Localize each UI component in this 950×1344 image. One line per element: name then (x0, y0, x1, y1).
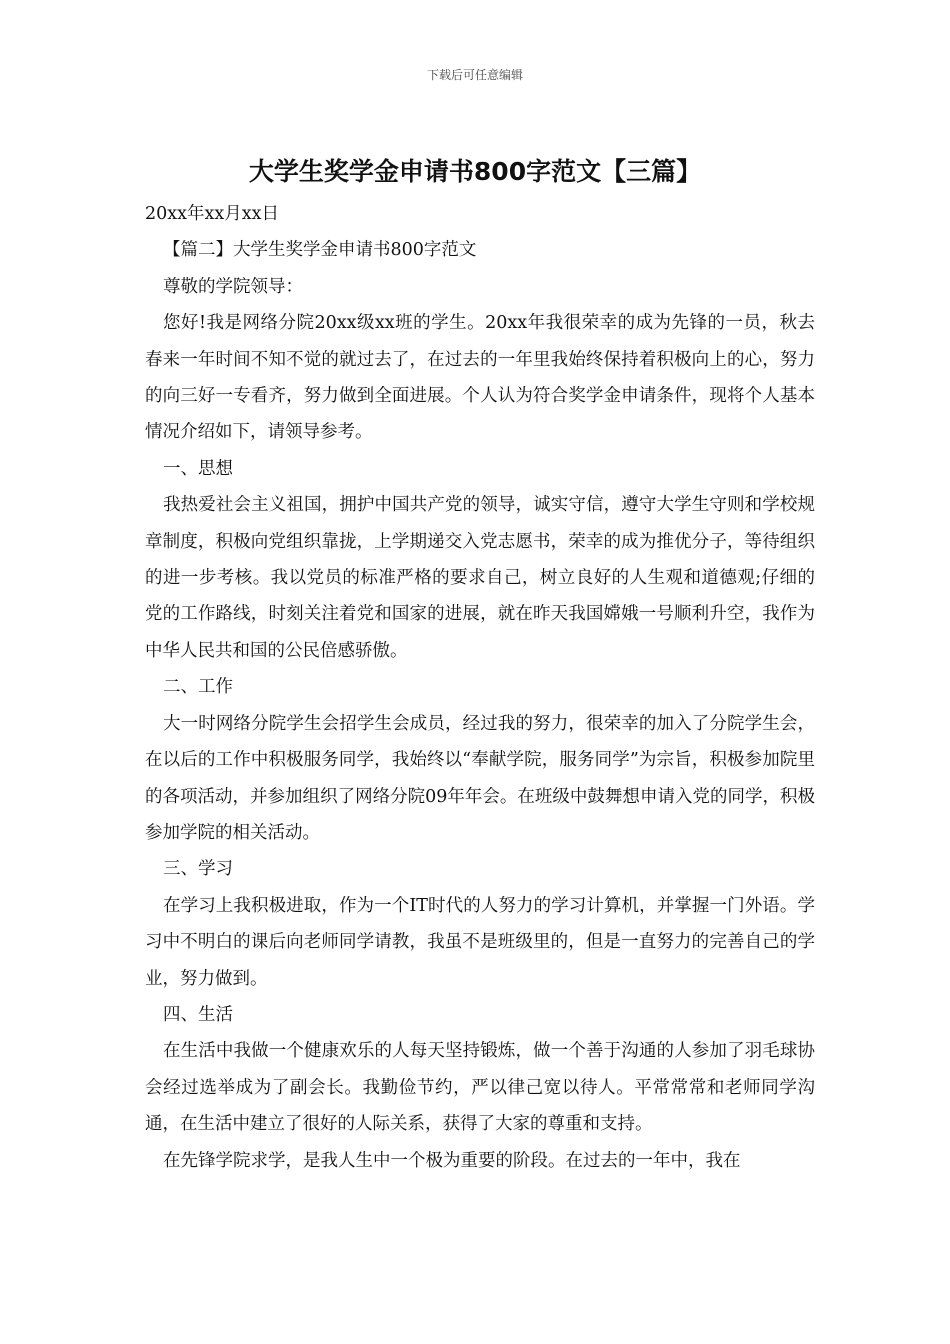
closing-paragraph-fragment: 在先锋学院求学，是我人生中一个极为重要的阶段。在过去的一年中，我在 (163, 1150, 741, 1171)
section-subtitle: 【篇二】大学生奖学金申请书800字范文 (163, 240, 477, 261)
section-paragraph-thought: 我热爱社会主义祖国，拥护中国共产党的领导，诚实守信，遵守大学生守则和学校规章制度，积极向党组织靠拢，上学期递交入党志愿书，荣幸的成为推优分子，等待组织的进一步考核。我以党员的标准严格的要求自己，树立良好的人生观和道德观;仔细的党的工作路线，时刻关注着党和国家的进展，就在昨天我国嫦娥一号顺利升空，我作为中华人民共和国的公民倍感骄傲。 (145, 495, 815, 661)
document-title: 大学生奖学金申请书800字范文【三篇】 (248, 157, 702, 186)
salutation: 尊敬的学院领导： (163, 276, 303, 297)
date-line: 20xx年xx月xx日 (145, 204, 279, 224)
section-paragraph-life: 在生活中我做一个健康欢乐的人每天坚持锻炼，做一个善于沟通的人参加了羽毛球协会经过选举成为了副会长。我勤俭节约，严以律己宽以待人。平常常常和老师同学沟通，在生活中建立了很好的人际关系，获得了大家的尊重和支持。 (145, 1041, 815, 1135)
intro-paragraph: 您好!我是网络分院20xx级xx班的学生。20xx年我很荣幸的成为先锋的一员，秋去春来一年时间不知不觉的就过去了，在过去的一年里我始终保持着积极向上的心，努力的向三好一专看齐，努力做到全面进展。个人认为符合奖学金申请条件，现将个人基本情况介绍如下，请领导参考。 (145, 313, 815, 443)
page-header-note: 下载后可任意编辑 (426, 68, 523, 82)
section-heading-study: 三、学习 (163, 859, 233, 880)
document-body (145, 196, 815, 1179)
section-paragraph-study: 在学习上我积极进取，作为一个IT时代的人努力的学习计算机，并掌握一门外语。学习中不明白的课后向老师同学请教，我虽不是班级里的，但是一直努力的完善自己的学业，努力做到。 (145, 895, 815, 989)
section-paragraph-work: 大一时网络分院学生会招学生会成员，经过我的努力，很荣幸的加入了分院学生会，在以后的工作中积极服务同学，我始终以“奉献学院，服务同学”为宗旨，积极参加院里的各项活动，并参加组织了网络分院09年年会。在班级中鼓舞想申请入党的同学，积极参加学院的相关活动。 (145, 713, 815, 843)
section-heading-thought: 一、思想 (163, 458, 233, 479)
section-heading-life: 四、生活 (163, 1004, 233, 1025)
section-heading-work: 二、工作 (163, 677, 233, 698)
